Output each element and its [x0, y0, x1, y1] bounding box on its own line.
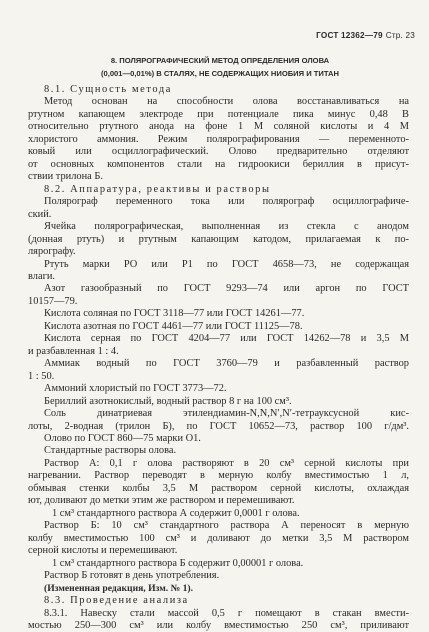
text-line: ют, доливают до метки этим же раствором и перемешивают.: [28, 495, 295, 506]
text-line: Раствор Б: 10 см³ стандартного раствора А переносят в мерную: [44, 520, 409, 531]
text-line: Кислота соляная по ГОСТ 3118—77 или ГОСТ 14261—77.: [44, 308, 305, 319]
text-line: Стандартные растворы олова.: [44, 445, 177, 456]
text-line: 10157—79.: [28, 296, 78, 307]
text-line: Азот газообразный по ГОСТ 9293—74 или аргон по ГОСТ: [44, 283, 409, 294]
section-title: 8. ПОЛЯРОГРАФИЧЕСКИЙ МЕТОД ОПРЕДЕЛЕНИЯ ОЛОВА: [110, 56, 330, 65]
standard-code: ГОСТ 12362—79: [316, 31, 383, 40]
text-line: серной кислоты и перемешивают.: [28, 545, 178, 556]
text-line: Соль динатриевая этилендиамин-N,N,N′,N′-тетрауксусной кис-: [44, 408, 409, 419]
text-line: ствии трилона Б.: [28, 171, 103, 182]
text-line: лярографу.: [28, 246, 76, 257]
text-line: колбу вместимостью 100 см³ и доливают до метки 3,5 М раствором: [28, 533, 409, 544]
text-line: Бериллий азотнокислый, водный раствор 8 г на 100 см³.: [44, 396, 292, 407]
text-line: относительно ртутного анода на фоне 1 М соляной кислоты и 4 М: [28, 121, 409, 132]
text-line: 1 см³ стандартного раствора А содержит 0,0001 г олова.: [52, 508, 300, 519]
text-line: от основных компонентов стали на гидроокиси бериллия в присут-: [28, 159, 409, 170]
text-line: Раствор Б готовят в день употребления.: [44, 570, 220, 581]
text-line: ртутном капающем электроде при потенциале пика минус 0,48 В: [28, 109, 409, 120]
text-line: влаги.: [28, 271, 55, 282]
text-line: (донная ртуть) и ртутным капающим катодом, прилагаемая к по-: [28, 234, 409, 245]
text-line: Раствор А: 0,1 г олова растворяют в 20 см³ серной кислоты при: [44, 458, 409, 469]
text-line: и разбавленная 1 : 4.: [28, 346, 119, 357]
subsection-heading: 8.2. Аппаратура, реактивы и растворы: [44, 184, 271, 195]
text-line: Кислота серная по ГОСТ 4204—77 или ГОСТ 14262—78 и 3,5 М: [44, 333, 409, 344]
text-line: 1 : 50.: [28, 371, 55, 382]
text-line: 8.3.1. Навеску стали массой 0,5 г помещают в стакан вмести-: [44, 608, 409, 619]
text-line: Аммоний хлористый по ГОСТ 3773—72.: [44, 383, 227, 394]
text-line: ский.: [28, 209, 52, 220]
text-line: ковый или осциллографический. Олово предварительно отделяют: [28, 146, 409, 157]
text-line: лоты, 2-водная (трилон Б), по ГОСТ 10652—73, раствор 100 г/дм³.: [28, 421, 409, 432]
section-subtitle: (0,001—0,01%) В СТАЛЯХ, НЕ СОДЕРЖАЩИХ НИОБИЯ И ТИТАН: [100, 69, 340, 78]
text-line: мостью 250—300 см³ или колбу вместимостью 250 см³, приливают: [28, 620, 409, 631]
text-line: 1 см³ стандартного раствора Б содержит 0,00001 г олова.: [52, 558, 304, 569]
page-number: Стр. 23: [385, 31, 415, 40]
text-line: Ртуть марки РО или Р1 по ГОСТ 4658—73, не содержащая: [44, 259, 409, 270]
text-line: Полярограф переменного тока или полярограф осциллографиче-: [44, 196, 409, 207]
subsection-heading: 8.1. Сущность метода: [44, 84, 172, 95]
text-line: нагревании. Раствор переводят в мерную колбу вместимостью 1 л,: [28, 470, 409, 481]
subsection-heading: 8.3. Проведение анализа: [44, 595, 189, 606]
text-line: Кислота азотная по ГОСТ 4461—77 или ГОСТ 11125—78.: [44, 321, 303, 332]
text-line: Олово по ГОСТ 860—75 марки О1.: [44, 433, 201, 444]
text-line: Ячейка полярографическая, выполненная из стекла с анодом: [44, 221, 409, 232]
text-line: Аммиак водный по ГОСТ 3760—79 и разбавленный раствор: [44, 358, 409, 369]
text-line: обмывая стенки колбы 3,5 М раствором серной кислоты, охлаждая: [28, 483, 409, 494]
page-header: [316, 31, 415, 40]
amendment-note: (Измененная редакция, Изм. № 1).: [44, 583, 194, 594]
text-line: Метод основан на способности олова восстанавливаться на: [44, 96, 409, 107]
text-line: хлористого аммония. Режим полярографирования — переменното-: [28, 134, 409, 145]
